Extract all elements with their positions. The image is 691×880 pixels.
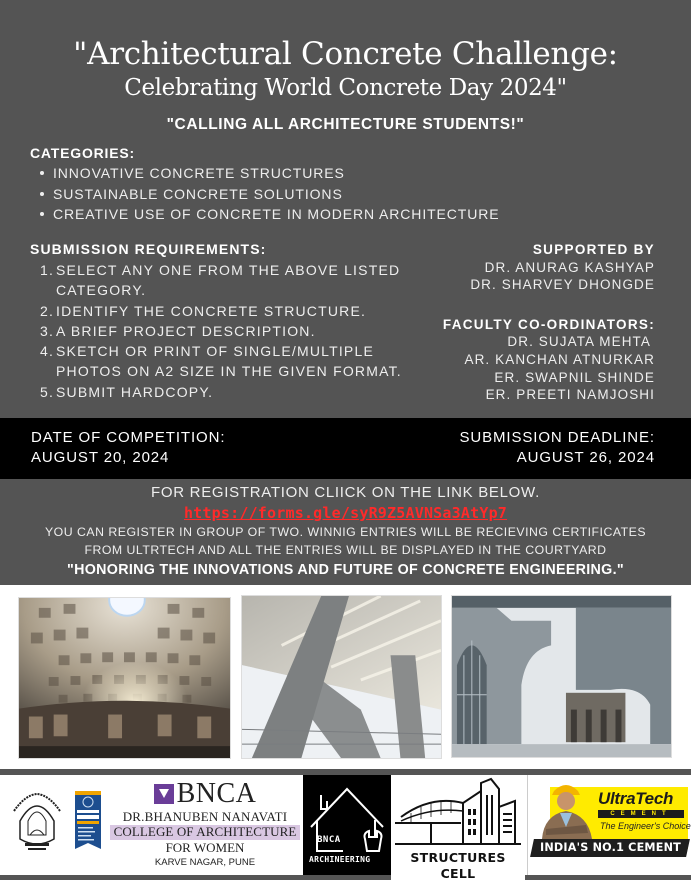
title-line-2: Celebrating World Concrete Day 2024" bbox=[124, 75, 567, 101]
bullet-icon bbox=[40, 192, 44, 196]
title-line-1: "Architectural Concrete Challenge: bbox=[73, 36, 618, 72]
registration-note-1: YOU CAN REGISTER IN GROUP OF TWO. WINNIG ENTRIES WILL BE RECIEVING CERTIFICATES bbox=[44, 525, 647, 539]
registration-panel bbox=[0, 479, 691, 585]
requirements-heading: SUBMISSION REQUIREMENTS: bbox=[30, 241, 267, 257]
category-label: SUSTAINABLE CONCRETE SOLUTIONS bbox=[53, 185, 343, 202]
requirement-item bbox=[40, 382, 426, 402]
requirement-item bbox=[40, 260, 426, 301]
bullet-icon bbox=[40, 212, 44, 216]
requirement-item bbox=[40, 321, 426, 341]
ultratech-tagline: The Engineer's Choice bbox=[600, 821, 691, 831]
bnca-name: BNCA bbox=[176, 778, 257, 809]
coordinator-name: AR. KANCHAN ATNURKAR bbox=[464, 351, 655, 367]
categories-heading: CATEGORIES: bbox=[30, 145, 135, 161]
registration-prompt: FOR REGISTRATION CLIICK ON THE LINK BELOW. bbox=[151, 484, 540, 501]
coordinator-name: DR. SUJATA MEHTA bbox=[507, 334, 651, 350]
dates-band bbox=[0, 418, 691, 479]
submission-deadline bbox=[459, 428, 655, 468]
requirement-item bbox=[40, 341, 426, 382]
requirements-list bbox=[40, 260, 426, 402]
archineering-logo bbox=[303, 775, 391, 875]
ultratech-logo bbox=[527, 775, 691, 875]
competition-date-value: AUGUST 20, 2024 bbox=[31, 449, 170, 466]
bullet-icon bbox=[40, 171, 44, 175]
un-academic-impact-icon bbox=[73, 791, 103, 851]
requirement-number: 3. bbox=[40, 322, 55, 339]
bnca-line-4: KARVE NAGAR, PUNE bbox=[154, 856, 256, 868]
competition-date-label: DATE OF COMPETITION: bbox=[31, 429, 226, 446]
coordinators-heading: FACULTY CO-ORDINATORS: bbox=[442, 316, 655, 332]
supporter-name: DR. SHARVEY DHONGDE bbox=[470, 277, 655, 293]
ultratech-cement-label: CEMENT bbox=[598, 810, 684, 818]
logo-bar-bottom-divider bbox=[0, 875, 691, 880]
university-emblem-icon bbox=[10, 791, 64, 853]
categories-list bbox=[40, 163, 500, 225]
deadline-label: SUBMISSION DEADLINE: bbox=[459, 429, 655, 446]
competition-date bbox=[31, 428, 225, 468]
coordinator-name: ER. PREETI NAMJOSHI bbox=[485, 387, 655, 403]
category-label: CREATIVE USE OF CONCRETE IN MODERN ARCHITECTURE bbox=[53, 206, 500, 222]
requirement-number: 4. bbox=[40, 343, 55, 360]
concrete-canopy-columns-photo bbox=[241, 595, 442, 759]
category-item bbox=[40, 163, 500, 184]
category-label: INNOVATIVE CONCRETE STRUCTURES bbox=[53, 165, 345, 181]
archineering-line-1: BNCA bbox=[317, 835, 341, 845]
requirement-text: IDENTIFY THE CONCRETE STRUCTURE. bbox=[56, 302, 367, 319]
structures-cell-logo bbox=[391, 775, 525, 880]
requirement-number: 1. bbox=[40, 262, 55, 278]
supporter-name: DR. ANURAG KASHYAP bbox=[484, 259, 655, 275]
bridge-buildings-icon bbox=[391, 777, 525, 849]
bnca-line-3: FOR WOMEN bbox=[165, 839, 245, 855]
coordinator-name: ER. SWAPNIL SHINDE bbox=[494, 369, 655, 385]
concrete-arch-museum-photo bbox=[451, 595, 672, 758]
category-item bbox=[40, 184, 500, 205]
requirement-number: 5. bbox=[40, 383, 55, 400]
registration-note-2: FROM ULTRTECH AND ALL THE ENTRIES WILL BE DISPLAYED IN THE COURTYARD bbox=[84, 543, 607, 557]
deadline-value: AUGUST 26, 2024 bbox=[516, 449, 655, 466]
supporters-column bbox=[443, 241, 655, 404]
ultratech-name: UltraTech bbox=[598, 789, 674, 808]
motto-text: "HONORING THE INNOVATIONS AND FUTURE OF CONCRETE ENGINEERING." bbox=[67, 562, 624, 578]
category-item bbox=[40, 204, 500, 225]
bnca-line-1: DR.BHANUBEN NANAVATI bbox=[122, 809, 288, 824]
bnca-mark-icon bbox=[154, 784, 174, 804]
header-panel bbox=[0, 0, 691, 418]
requirement-text: A BRIEF PROJECT DESCRIPTION. bbox=[56, 322, 316, 339]
engineer-figure-icon bbox=[536, 777, 596, 839]
requirement-item bbox=[40, 301, 426, 321]
archineering-line-2: ARCHINEERING bbox=[309, 855, 371, 864]
coffered-dome-photo bbox=[18, 597, 231, 759]
ultratech-band bbox=[530, 839, 690, 857]
requirement-text: SKETCH OR PRINT OF SINGLE/MULTIPLE PHOTOS ON A2 SIZE IN THE GIVEN FORMAT. bbox=[56, 343, 402, 380]
ultratech-band-text: INDIA'S NO.1 CEMENT bbox=[539, 841, 681, 854]
bnca-logo bbox=[110, 779, 300, 869]
registration-link[interactable]: https://forms.gle/syR9Z5AVNSa3AtYp7 bbox=[183, 504, 508, 522]
requirement-text: SELECT ANY ONE FROM THE ABOVE LISTED CATEGORY. bbox=[56, 262, 401, 299]
structures-cell-label: STRUCTURES CELL bbox=[391, 850, 525, 880]
requirement-text: SUBMIT HARDCOPY. bbox=[56, 383, 214, 400]
callout-text: "CALLING ALL ARCHITECTURE STUDENTS!" bbox=[166, 116, 525, 133]
requirement-number: 2. bbox=[40, 302, 55, 319]
supported-by-heading: SUPPORTED BY bbox=[532, 242, 655, 257]
sponsor-logos bbox=[0, 775, 691, 880]
bnca-line-2: COLLEGE OF ARCHITECTURE bbox=[110, 825, 300, 839]
